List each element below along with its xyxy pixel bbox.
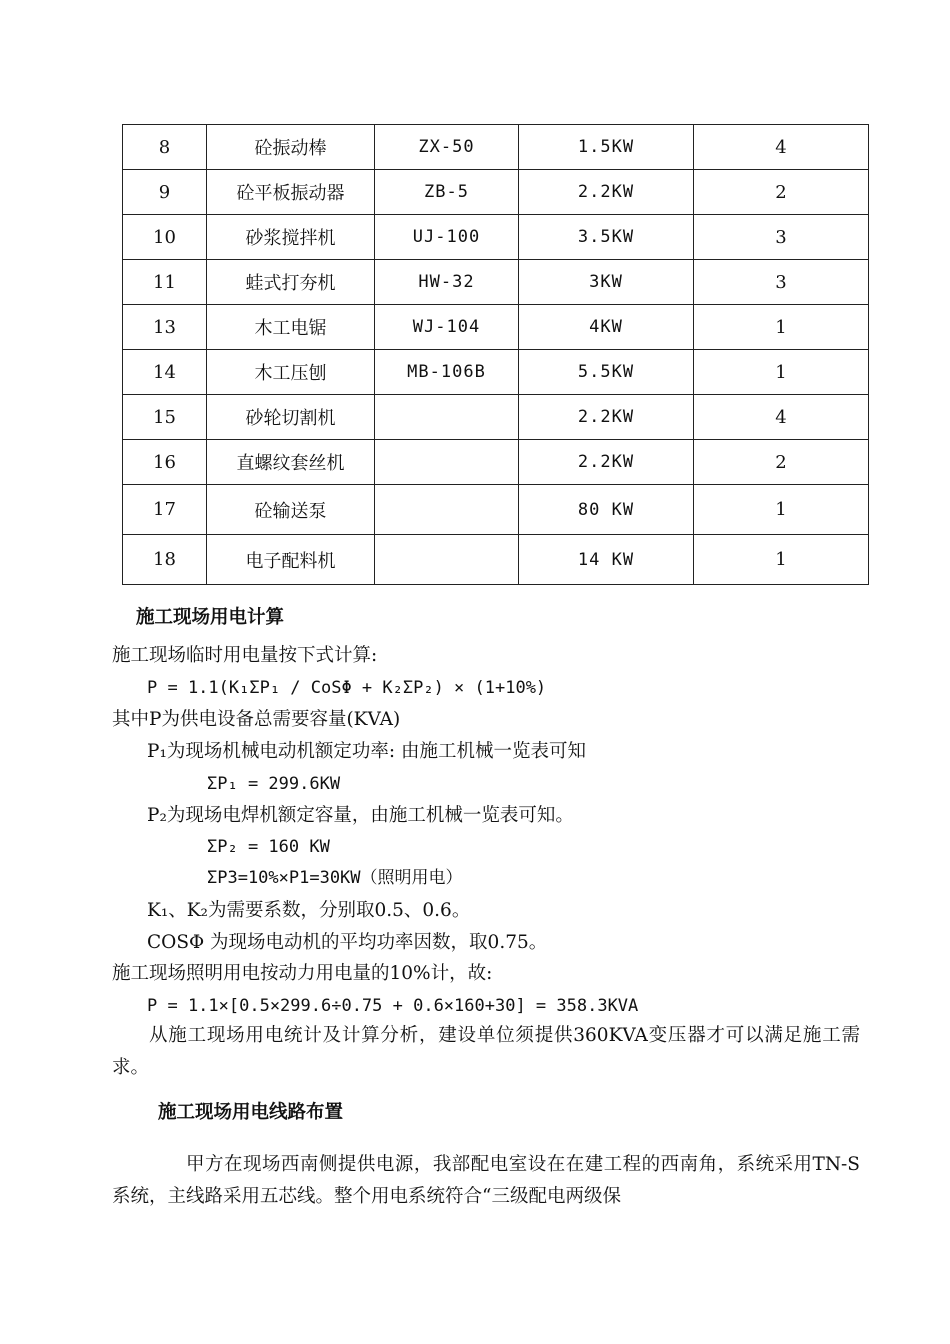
- equipment-power: 3.5KW: [519, 215, 694, 260]
- cos-definition: COSΦ 为现场电动机的平均功率因数，取0.75。: [147, 932, 548, 953]
- equipment-name: 砂浆搅拌机: [207, 215, 375, 260]
- equipment-power: 2.2KW: [519, 395, 694, 440]
- row-number: 9: [123, 170, 207, 215]
- equipment-name: 木工压刨: [207, 350, 375, 395]
- equipment-table: [122, 124, 869, 585]
- equipment-name: 砼平板振动器: [207, 170, 375, 215]
- equipment-model: [375, 395, 519, 440]
- equipment-quantity: 3: [694, 260, 869, 305]
- equipment-model: UJ-100: [375, 215, 519, 260]
- p2-definition: P₂为现场电焊机额定容量，由施工机械一览表可知。: [147, 805, 574, 826]
- p1-definition: P₁为现场机械电动机额定功率: 由施工机械一览表可知: [147, 741, 586, 762]
- equipment-power: 4KW: [519, 305, 694, 350]
- p2-sum: ΣP₂ = 160 KW: [207, 837, 330, 857]
- equipment-model: [375, 535, 519, 585]
- wiring-paragraph: 甲方在现场西南侧提供电源，我部配电室设在在建工程的西南角，系统采用TN-S系统，主线路采用五芯线。整个用电系统符合“三级配电两级保: [112, 1154, 860, 1207]
- equipment-model: [375, 440, 519, 485]
- equipment-quantity: 1: [694, 305, 869, 350]
- equipment-power: 2.2KW: [519, 440, 694, 485]
- table-row: [123, 170, 869, 215]
- table-row: [123, 395, 869, 440]
- row-number: 10: [123, 215, 207, 260]
- equipment-name: 蛙式打夯机: [207, 260, 375, 305]
- table-row: [123, 350, 869, 395]
- equipment-model: WJ-104: [375, 305, 519, 350]
- equipment-quantity: 3: [694, 215, 869, 260]
- wiring-section-heading: 施工现场用电线路布置: [158, 1102, 344, 1123]
- equipment-quantity: 2: [694, 170, 869, 215]
- equipment-name: 砼振动棒: [207, 125, 375, 170]
- equipment-quantity: 1: [694, 485, 869, 535]
- row-number: 11: [123, 260, 207, 305]
- table-row: [123, 215, 869, 260]
- table-row: [123, 305, 869, 350]
- equipment-name: 砂轮切割机: [207, 395, 375, 440]
- equipment-name: 电子配料机: [207, 535, 375, 585]
- equipment-power: 80 KW: [519, 485, 694, 535]
- row-number: 15: [123, 395, 207, 440]
- equipment-model: [375, 485, 519, 535]
- equipment-name: 砼输送泵: [207, 485, 375, 535]
- row-number: 17: [123, 485, 207, 535]
- row-number: 16: [123, 440, 207, 485]
- table-row: [123, 125, 869, 170]
- row-number: 14: [123, 350, 207, 395]
- table-row: [123, 535, 869, 585]
- equipment-name: 木工电锯: [207, 305, 375, 350]
- calc-intro: 施工现场临时用电量按下式计算:: [112, 645, 378, 666]
- row-number: 8: [123, 125, 207, 170]
- table-row: [123, 440, 869, 485]
- equipment-power: 2.2KW: [519, 170, 694, 215]
- calc-formula: P = 1.1(K₁ΣP₁ / CoSΦ + K₂ΣP₂) × (1+10%): [147, 678, 547, 698]
- calc-result: P = 1.1×[0.5×299.6÷0.75 + 0.6×160+30] = 358.3KVA: [147, 996, 639, 1016]
- equipment-power: 1.5KW: [519, 125, 694, 170]
- table-row: [123, 260, 869, 305]
- equipment-name: 直螺纹套丝机: [207, 440, 375, 485]
- equipment-power: 14 KW: [519, 535, 694, 585]
- equipment-model: MB-106B: [375, 350, 519, 395]
- row-number: 13: [123, 305, 207, 350]
- equipment-power: 5.5KW: [519, 350, 694, 395]
- equipment-model: HW-32: [375, 260, 519, 305]
- table-row: [123, 485, 869, 535]
- p-definition: 其中P为供电设备总需要容量(KVA): [112, 709, 401, 730]
- p3-sum: ΣP3=10%×P1=30KW（照明用电）: [207, 868, 463, 888]
- equipment-quantity: 2: [694, 440, 869, 485]
- p1-sum: ΣP₁ = 299.6KW: [207, 774, 341, 794]
- calc-section-heading: 施工现场用电计算: [136, 607, 285, 628]
- equipment-quantity: 1: [694, 535, 869, 585]
- equipment-power: 3KW: [519, 260, 694, 305]
- equipment-quantity: 1: [694, 350, 869, 395]
- equipment-quantity: 4: [694, 125, 869, 170]
- equipment-model: ZX-50: [375, 125, 519, 170]
- row-number: 18: [123, 535, 207, 585]
- equipment-model: ZB-5: [375, 170, 519, 215]
- equipment-quantity: 4: [694, 395, 869, 440]
- k-definition: K₁、K₂为需要系数，分别取0.5、0.6。: [147, 900, 471, 921]
- lighting-note: 施工现场照明用电按动力用电量的10%计，故:: [112, 963, 493, 984]
- calc-conclusion: 从施工现场用电统计及计算分析，建设单位须提供360KVA变压器才可以满足施工需求。: [112, 1025, 860, 1078]
